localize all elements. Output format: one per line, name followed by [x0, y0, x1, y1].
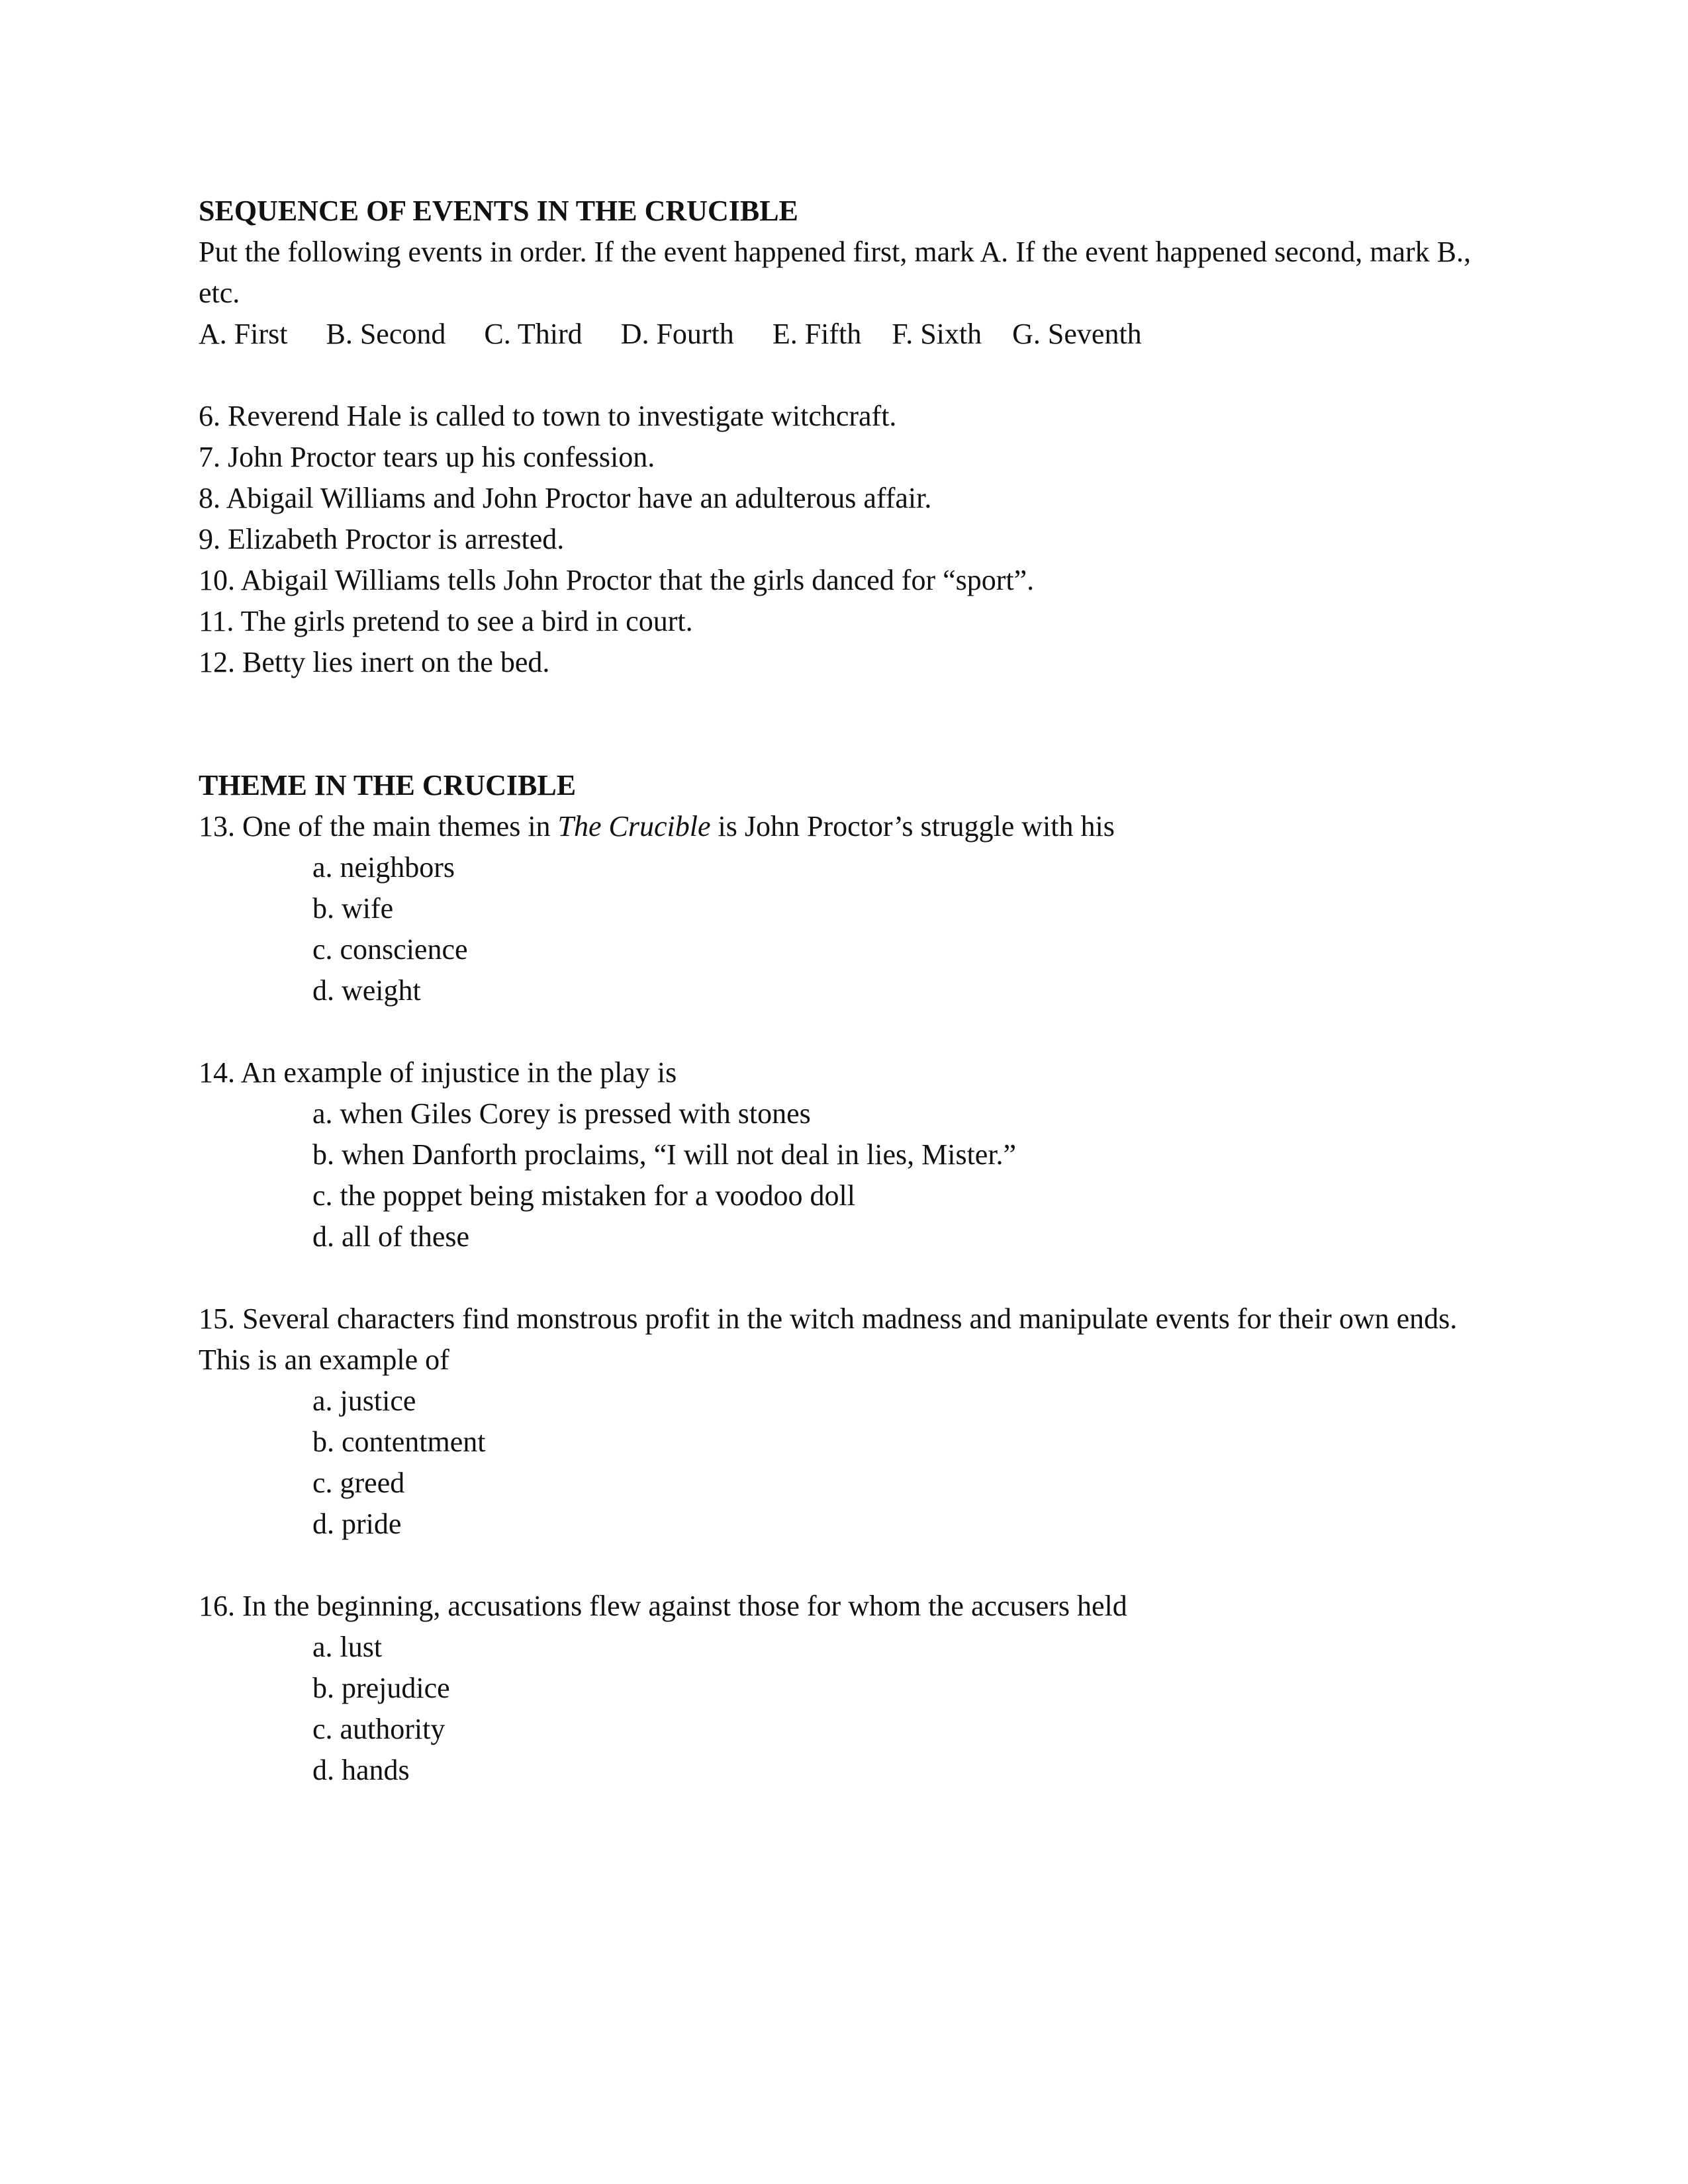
- answer-choice: d. all of these: [312, 1220, 470, 1253]
- spacer: [199, 1257, 1496, 1298]
- answer-choice: a. when Giles Corey is pressed with stones: [312, 1097, 811, 1130]
- question-stem: [199, 806, 1496, 847]
- question-stem: 14. An example of injustice in the play is: [199, 1056, 677, 1089]
- event-item: 10. Abigail Williams tells John Proctor that the girls danced for “sport”.: [199, 564, 1035, 596]
- event-item: 6. Reverend Hale is called to town to investigate witchcraft.: [199, 400, 897, 432]
- question-15: [199, 1298, 1496, 1545]
- question-stem: 16. In the beginning, accusations flew against those for whom the accusers held: [199, 1590, 1127, 1622]
- legend-item: G. Seventh: [1012, 318, 1142, 350]
- answer-choice: c. the poppet being mistaken for a voodoo doll: [312, 1179, 855, 1212]
- play-title: The Crucible: [557, 810, 711, 842]
- question-13: [199, 806, 1496, 1011]
- answer-choice: b. contentment: [312, 1426, 486, 1458]
- answer-choice: b. when Danforth proclaims, “I will not deal in lies, Mister.”: [312, 1138, 1017, 1171]
- event-item: 8. Abigail Williams and John Proctor have an adulterous affair.: [199, 482, 932, 514]
- answer-choice: a. neighbors: [312, 851, 455, 884]
- legend-item: E. Fifth: [772, 318, 862, 350]
- answer-choice: d. hands: [312, 1754, 410, 1786]
- spacer: [199, 1545, 1496, 1586]
- sequence-instructions: Put the following events in order. If the event happened first, mark A. If the event happened second, mark B., etc.: [199, 236, 1479, 309]
- event-item: 7. John Proctor tears up his confession.: [199, 441, 655, 473]
- question-suffix: is John Proctor’s struggle with his: [710, 810, 1115, 842]
- answer-choice: b. wife: [312, 892, 394, 925]
- event-item: 12. Betty lies inert on the bed.: [199, 646, 550, 678]
- answer-choices: [199, 1093, 1496, 1257]
- question-14: [199, 1052, 1496, 1257]
- spacer: [199, 683, 1496, 765]
- answer-choice: d. pride: [312, 1508, 402, 1540]
- answer-choice: c. conscience: [312, 933, 468, 966]
- legend-item: D. Fourth: [620, 318, 734, 350]
- spacer: [199, 1011, 1496, 1052]
- answer-choice: a. lust: [312, 1631, 383, 1663]
- answer-choice: a. justice: [312, 1385, 416, 1417]
- event-item: 11. The girls pretend to see a bird in court.: [199, 605, 693, 637]
- question-16: [199, 1586, 1496, 1791]
- order-legend: [199, 314, 1496, 355]
- answer-choices: [199, 1627, 1496, 1791]
- event-list: [199, 396, 1496, 683]
- legend-item: C. Third: [484, 318, 583, 350]
- question-prefix: 13. One of the main themes in: [199, 810, 558, 842]
- answer-choice: c. authority: [312, 1713, 445, 1745]
- answer-choices: [199, 1381, 1496, 1545]
- answer-choice: d. weight: [312, 974, 421, 1007]
- event-item: 9. Elizabeth Proctor is arrested.: [199, 523, 565, 555]
- legend-item: B. Second: [326, 318, 446, 350]
- theme-heading: THEME IN THE CRUCIBLE: [199, 769, 577, 801]
- answer-choice: b. prejudice: [312, 1672, 450, 1704]
- legend-item: A. First: [199, 318, 288, 350]
- spacer: [199, 355, 1496, 396]
- question-stem: 15. Several characters find monstrous profit in the witch madness and manipulate events for their own ends. This is an example of: [199, 1302, 1464, 1376]
- legend-item: F. Sixth: [892, 318, 982, 350]
- answer-choice: c. greed: [312, 1467, 405, 1499]
- answer-choices: [199, 847, 1496, 1011]
- worksheet-page: [199, 191, 1496, 1791]
- sequence-heading: SEQUENCE OF EVENTS IN THE CRUCIBLE: [199, 195, 798, 227]
